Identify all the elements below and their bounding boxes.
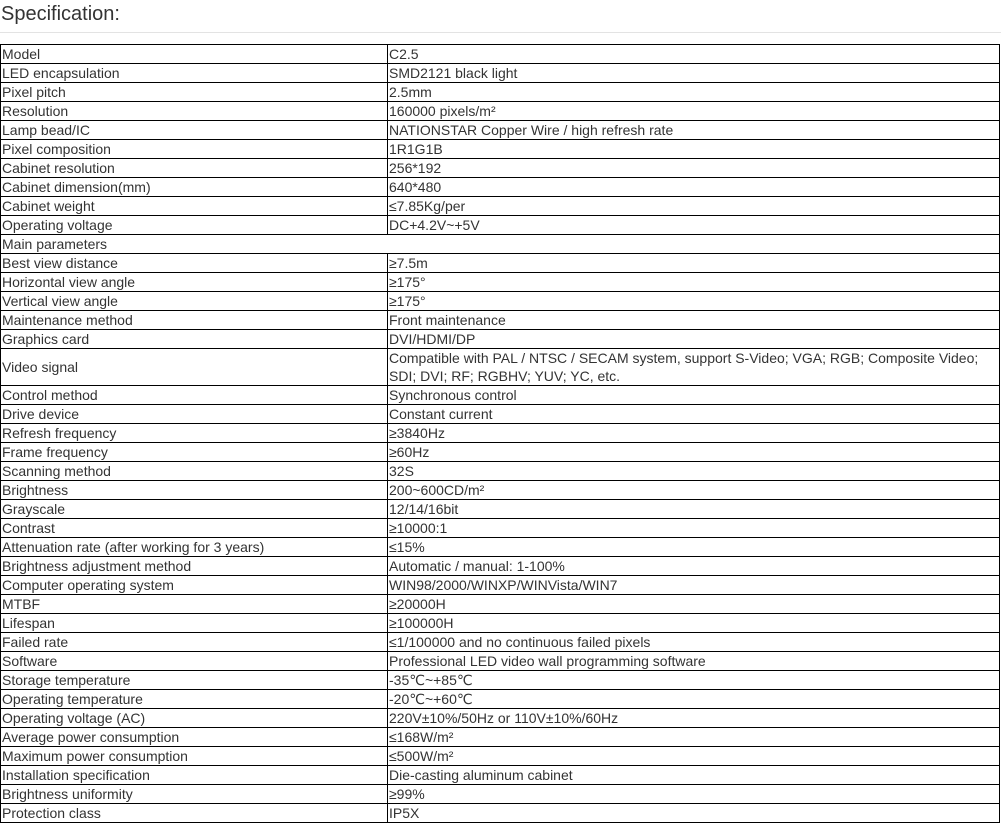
- spec-value-cell: 200~600CD/m²: [388, 481, 1000, 500]
- table-row: [1, 273, 1000, 292]
- spec-value-cell: 2.5mm: [388, 83, 1000, 102]
- table-row: [1, 64, 1000, 83]
- spec-value-cell: ≥99%: [388, 785, 1000, 804]
- spec-label-cell: Cabinet resolution: [1, 159, 388, 178]
- spec-value-cell: Compatible with PAL / NTSC / SECAM system, support S-Video; VGA; RGB; Composite Video; SDI; DVI; RF; RGBHV; YUV; YC, etc.: [388, 349, 1000, 386]
- table-row: [1, 709, 1000, 728]
- spec-label-cell: MTBF: [1, 595, 388, 614]
- spec-label-cell: Brightness adjustment method: [1, 557, 388, 576]
- spec-label-cell: Lamp bead/IC: [1, 121, 388, 140]
- spec-value-cell: 12/14/16bit: [388, 500, 1000, 519]
- spec-value-cell: ≤7.85Kg/per: [388, 197, 1000, 216]
- table-row: [1, 216, 1000, 235]
- spec-value-cell: 1R1G1B: [388, 140, 1000, 159]
- spec-value-cell: ≥100000H: [388, 614, 1000, 633]
- table-row: [1, 330, 1000, 349]
- spec-label-cell: Scanning method: [1, 462, 388, 481]
- spec-value-cell: Automatic / manual: 1-100%: [388, 557, 1000, 576]
- table-row: [1, 766, 1000, 785]
- spec-value-cell: 160000 pixels/m²: [388, 102, 1000, 121]
- table-row: [1, 349, 1000, 386]
- spec-value-cell: 256*192: [388, 159, 1000, 178]
- spec-label-cell: Video signal: [1, 349, 388, 386]
- table-row: [1, 576, 1000, 595]
- table-row: [1, 462, 1000, 481]
- spec-value-cell: -20℃~+60℃: [388, 690, 1000, 709]
- table-row: [1, 652, 1000, 671]
- spec-label-cell: Lifespan: [1, 614, 388, 633]
- table-row: [1, 728, 1000, 747]
- spec-label-cell: LED encapsulation: [1, 64, 388, 83]
- spec-value-cell: DVI/HDMI/DP: [388, 330, 1000, 349]
- spec-label-cell: Operating voltage (AC): [1, 709, 388, 728]
- spec-label-cell: Frame frequency: [1, 443, 388, 462]
- table-row: [1, 140, 1000, 159]
- spec-label-cell: Contrast: [1, 519, 388, 538]
- spec-label-cell: Storage temperature: [1, 671, 388, 690]
- table-row: [1, 557, 1000, 576]
- table-row: [1, 538, 1000, 557]
- table-row: [1, 254, 1000, 273]
- table-row: [1, 235, 1000, 254]
- table-row: [1, 785, 1000, 804]
- table-row: [1, 804, 1000, 823]
- spec-label-cell: Operating voltage: [1, 216, 388, 235]
- spec-label-cell: Refresh frequency: [1, 424, 388, 443]
- spec-value-cell: IP5X: [388, 804, 1000, 823]
- table-row: [1, 178, 1000, 197]
- spec-label-cell: Protection class: [1, 804, 388, 823]
- spec-value-cell: DC+4.2V~+5V: [388, 216, 1000, 235]
- table-row: [1, 311, 1000, 330]
- table-row: [1, 614, 1000, 633]
- table-row: [1, 121, 1000, 140]
- table-row: [1, 386, 1000, 405]
- spec-label-cell: Pixel pitch: [1, 83, 388, 102]
- spec-value-cell: Front maintenance: [388, 311, 1000, 330]
- spec-label-cell: Installation specification: [1, 766, 388, 785]
- spec-value-cell: ≤168W/m²: [388, 728, 1000, 747]
- spec-label-cell: Drive device: [1, 405, 388, 424]
- spec-label-cell: Pixel composition: [1, 140, 388, 159]
- table-row: [1, 690, 1000, 709]
- spec-value-cell: SMD2121 black light: [388, 64, 1000, 83]
- table-row: [1, 159, 1000, 178]
- spec-label-cell: Horizontal view angle: [1, 273, 388, 292]
- spec-value-cell: -35℃~+85℃: [388, 671, 1000, 690]
- table-row: [1, 747, 1000, 766]
- spec-value-cell: 32S: [388, 462, 1000, 481]
- table-row: [1, 633, 1000, 652]
- spec-label-cell: Software: [1, 652, 388, 671]
- spec-label-cell: Failed rate: [1, 633, 388, 652]
- spec-label-cell: Grayscale: [1, 500, 388, 519]
- spec-value-cell: 640*480: [388, 178, 1000, 197]
- spec-value-cell: ≤15%: [388, 538, 1000, 557]
- spec-label-cell: Attenuation rate (after working for 3 years): [1, 538, 388, 557]
- table-row: [1, 197, 1000, 216]
- table-row: [1, 424, 1000, 443]
- spec-label-cell: Model: [1, 45, 388, 64]
- page-title: Specification:: [1, 3, 120, 25]
- spec-value-cell: Synchronous control: [388, 386, 1000, 405]
- spec-value-cell: Die-casting aluminum cabinet: [388, 766, 1000, 785]
- table-row: [1, 500, 1000, 519]
- spec-label-cell: Best view distance: [1, 254, 388, 273]
- spec-label-cell: Control method: [1, 386, 388, 405]
- spec-value-cell: Constant current: [388, 405, 1000, 424]
- spec-label-cell: Brightness uniformity: [1, 785, 388, 804]
- spec-label-cell: Graphics card: [1, 330, 388, 349]
- table-row: [1, 83, 1000, 102]
- spec-value-cell: C2.5: [388, 45, 1000, 64]
- spec-value-cell: ≥7.5m: [388, 254, 1000, 273]
- spec-value-cell: WIN98/2000/WINXP/WINVista/WIN7: [388, 576, 1000, 595]
- spec-label-cell: Cabinet dimension(mm): [1, 178, 388, 197]
- spec-value-cell: ≥10000:1: [388, 519, 1000, 538]
- section-header-cell: Main parameters: [1, 235, 1000, 254]
- specification-table-body: [1, 45, 1000, 823]
- spec-value-cell: ≥20000H: [388, 595, 1000, 614]
- table-row: [1, 292, 1000, 311]
- spec-label-cell: Operating temperature: [1, 690, 388, 709]
- spec-label-cell: Computer operating system: [1, 576, 388, 595]
- spec-label-cell: Average power consumption: [1, 728, 388, 747]
- spec-value-cell: ≤500W/m²: [388, 747, 1000, 766]
- spec-label-cell: Resolution: [1, 102, 388, 121]
- spec-label-cell: Brightness: [1, 481, 388, 500]
- title-divider: [0, 32, 1001, 33]
- spec-value-cell: NATIONSTAR Copper Wire / high refresh rate: [388, 121, 1000, 140]
- specification-table: [0, 44, 1000, 823]
- spec-value-cell: ≥175°: [388, 273, 1000, 292]
- spec-label-cell: Maximum power consumption: [1, 747, 388, 766]
- spec-label-cell: Vertical view angle: [1, 292, 388, 311]
- table-row: [1, 481, 1000, 500]
- table-row: [1, 595, 1000, 614]
- spec-value-cell: Professional LED video wall programming software: [388, 652, 1000, 671]
- spec-value-cell: 220V±10%/50Hz or 110V±10%/60Hz: [388, 709, 1000, 728]
- table-row: [1, 519, 1000, 538]
- table-row: [1, 405, 1000, 424]
- spec-value-cell: ≤1/100000 and no continuous failed pixels: [388, 633, 1000, 652]
- table-row: [1, 45, 1000, 64]
- spec-label-cell: Cabinet weight: [1, 197, 388, 216]
- spec-value-cell: ≥3840Hz: [388, 424, 1000, 443]
- spec-label-cell: Maintenance method: [1, 311, 388, 330]
- spec-value-cell: ≥175°: [388, 292, 1000, 311]
- table-row: [1, 443, 1000, 462]
- table-row: [1, 102, 1000, 121]
- table-row: [1, 671, 1000, 690]
- spec-value-cell: ≥60Hz: [388, 443, 1000, 462]
